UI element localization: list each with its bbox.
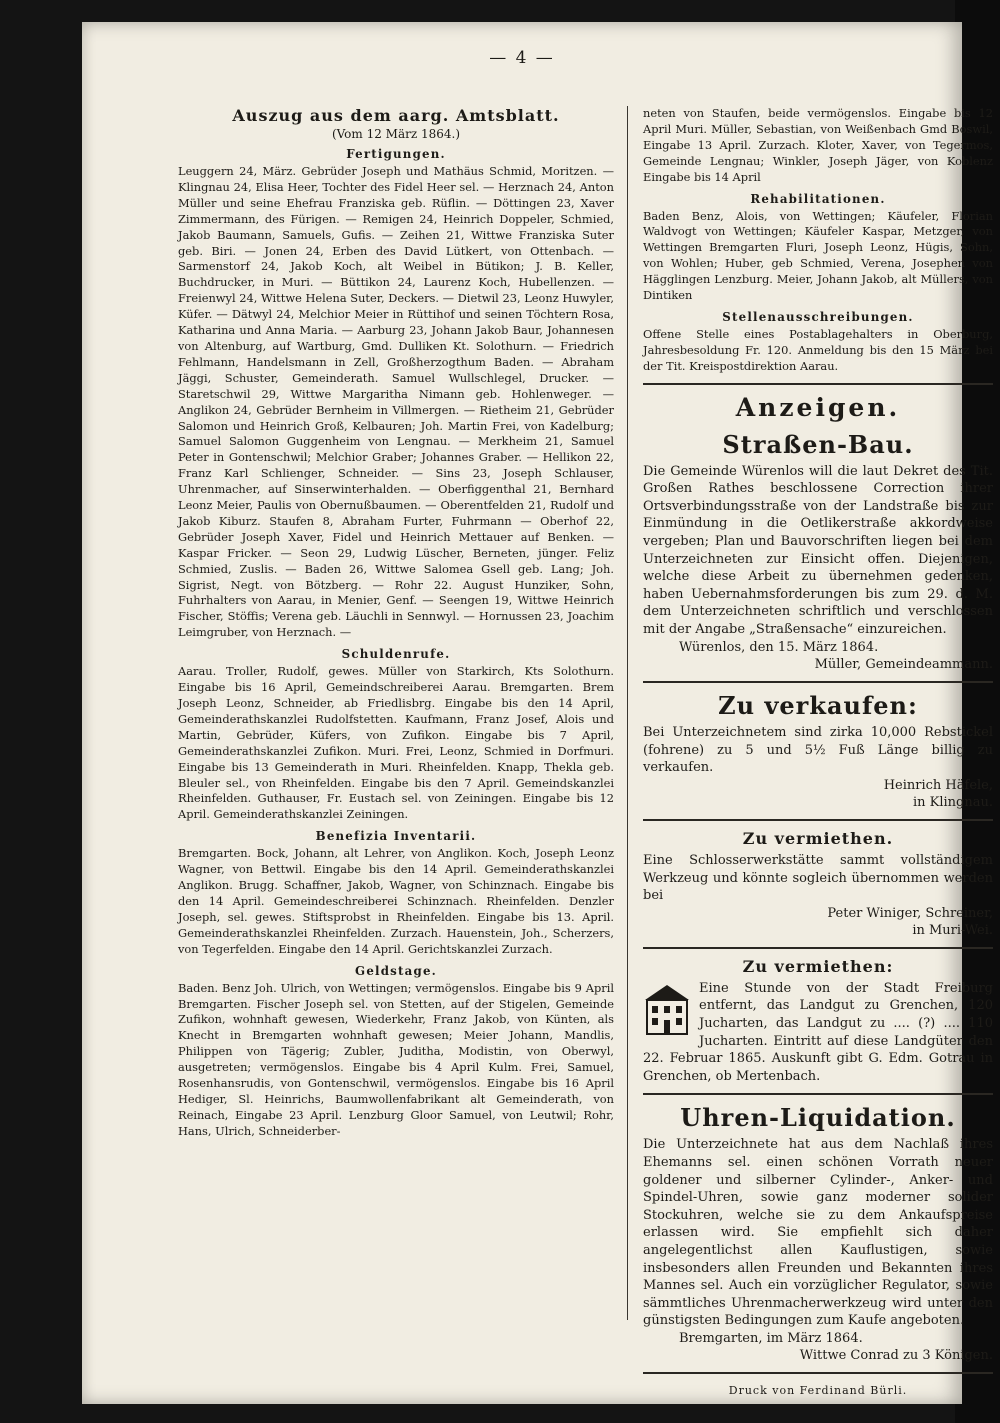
ad-strassenbau-text: Die Gemeinde Würenlos will die laut Dekret des Tit. Großen Rathes beschlossene Correction ihrer Ortsverbindungsstraße von der Landstraße bis zur Einmündung in die Oetlikerstraße akkordweise vergeben; Plan und Bauvorschriften liegen bei dem Unterzeichneten zur Einsicht offen. Diejenigen, welche diese Arbeit zu übernehmen gedenken, haben Uebernahmsforderungen bis zum 29. d. M. dem Unterzeichneten schriftlich und verschlossen mit der Angabe „Straßensache“ einzureichen. xyxy=(643,463,993,638)
ad-vermiethen2-body xyxy=(643,980,993,1086)
house-icon xyxy=(643,982,691,1036)
ad-strassenbau-signature: Müller, Gemeindeammann. xyxy=(814,657,993,673)
geldstage-text: Baden. Benz Joh. Ulrich, von Wettingen; vermögenslos. Eingabe bis 9 April Bremgarten. Fischer Joseph sel. von Stetten, auf der Stigelen, Gemeinde Zufikon, wohnhaft gewesen, Wiederkehr, Franz Jakob, von Künten, als Knecht in Bremgarten wohnhaft gewesen; Meier Johann, Mandlis, Philippen von Tägerig; Zubler, Juditha, Modistin, von Oberwyl, ausgetreten; vermögenslos. Eingabe bis 4 April Kulm. Frei, Samuel, Rosenhansrudis, von Gontenschwil, vermögenslos. Eingabe bis 16 April Hediger, Sl. Heinrichs, Baumwollenfabrikant alt Gemeinderath, von Reinach, Eingabe 23 April. Lenzburg Gloor Samuel, von Leutwil; Rohr, Hans, Ulrich, Schneiderber- xyxy=(178,980,614,1138)
ad-uhren-signature: Wittwe Conrad zu 3 Königen. xyxy=(799,1348,993,1364)
continued-text: neten von Staufen, beide vermögenslos. Eingabe bis 12 April Muri. Müller, Sebastian, von Weißenbach Gmd Boswil, Eingabe 13 April. Zurzach. Kloter, Xaver, von Tegermos, Gemeinde Lengnau; Winkler, Joseph Jäger, von Koblenz Eingabe bis 14 April xyxy=(643,106,993,184)
newspaper-page xyxy=(82,22,993,1404)
issue-date: (Vom 12 März 1864.) xyxy=(331,127,461,141)
heading-geldstage: Geldstage. xyxy=(355,963,437,978)
fertigungen-text: Leuggern 24, März. Gebrüder Joseph und Mathäus Schmid, Moritzen. — Klingnau 24, Elisa Heer, Tochter des Fidel Heer sel. — Herznach 24, Anton Müller und seine Ehefrau Franziska geb. Rüflin. — Döttingen 23, Xaver Zimmermann, des Fürigen. — Remigen 24, Heinrich Doppeler, Schmied, Jakob Baumann, Samuels, Gufis. — Zeihen 21, Wittwe Franziska Suter geb. Biri. — Jonen 24, Erben des David Lütkert, von Ottenbach. — Sarmenstorf 24, Jakob Koch, alt Weibel in Bütikon; J. B. Keller, Buchdrucker, in Muri. — Büttikon 24, Laurenz Koch, Hubellenzen. — Freienwyl 24, Wittwe Helena Suter, Deckers. — Dietwil 23, Leonz Huwyler, Küfer. — Dätwyl 24, Melchior Meier in Rüttihof und seinen Töchtern Rosa, Katharina und Anna Maria. — Aarburg 23, Johann Jakob Baur, Johannesen von Altenburg, auf Wartburg, Gmd. Dulliken Kt. Solothurn. — Friedrich Fehlmann, Handelsmann in Zell, Großherzogthum Baden. — Abraham Jäggi, Schuster, Gemeinderath. Samuel Wullschlegel, Drucker. — Staretschwil 29, Wittwe Margaritha Nimann geb. Hohlenweger. — Anglikon 24, Gebrüder Bernheim in Villmergen. — Rietheim 21, Gebrüder Salomon und Heinrich Groß, Kelbauren; Joh. Martin Frei, von Kadelburg; Samuel Salomon Guggenheim von Lengnau. — Merkheim 21, Samuel Peter in Gontenschwil; Melchior Graber; Johannes Graber. — Hellikon 22, Franz Karl Schlienger, Schneider. — Sins 23, Joseph Schlauser, Uhrenmacher, auf Sinserwinterhalden. — Oberfiggenthal 21, Bernhard Leonz Meier, Paulis von Obernußbaumen. — Oberentfelden 21, Rudolf und Jakob Kiburz. Staufen 8, Abraham Furter, Fuhrmann — Oberhof 22, Gebrüder Joseph Xaver, Fidel und Heinrich Mettauer auf Benken. — Kaspar Fricker. — Seon 29, Ludwig Lüscher, Berneten, jünger. Feliz Schmied, Zuslis. — Baden 26, Wittwe Salomea Gsell geb. Lang; Joh. Sigrist, Negt. von Bötzberg. — Rohr 22. August Hunziker, Sohn, Fuhrhalters von Aarau, in Menier, Genf. — Seengen 19, Wittwe Heinrich Fischer, Stöffis; Verena geb. Läuchli in Sennwyl. — Hornussen 23, Joachim Leimgruber, von Herznach. — xyxy=(178,164,614,640)
ads-section xyxy=(643,393,993,1398)
ad-verkaufen-title: Zu verkaufen: xyxy=(718,691,918,721)
ad-vermiethen1-signature-name: Peter Winiger, Schreiner, xyxy=(827,905,993,921)
ad-uhren-text: Die Unterzeichnete hat aus dem Nachlaß ihres Ehemanns sel. einen schönen Vorrath neuer goldener und silberner Cylinder-, Anker- und Spindel-Uhren, sowie ganz moderner solider Stockuhren, welche sie zu dem Ankaufspreise erlassen wird. Sie empfiehlt sich daher angelegentlichst allen Kauflustigen, sowie insbesonders allen Freunden und Bekannten ihres Mannes sel. Auch ein vorzüglicher Regulator, sowie sämmtliches Uhrenmacherwerkzeug wird unter den günstigsten Bedingungen zum Kaufe angeboten. xyxy=(643,1137,993,1329)
divider xyxy=(643,947,993,949)
heading-fertigungen: Fertigungen. xyxy=(346,147,446,161)
rehabilitationen-text: Baden Benz, Alois, von Wettingen; Käufeler, Florian Waldvogt von Wettingen; Käufeler Kaspar, Metzger, von Wettingen Bremgarten Fluri, Joseph Leonz, Hügis, Sohn, von Wohlen; Huber, geb Schmied, Verena, Josephen von Hägglingen Lenzburg. Meier, Johann Jakob, alt Müllers, von Dintiken xyxy=(643,208,993,303)
section-title-amtsblatt: Auszug aus dem aarg. Amtsblatt. xyxy=(232,106,560,125)
printer-imprint: Druck von Ferdinand Bürli. xyxy=(728,1384,908,1398)
benefizia-text: Bremgarten. Bock, Johann, alt Lehrer, von Anglikon. Koch, Joseph Leonz Wagner, von Bettwil. Eingabe bis den 14 April. Gemeinderathskanzlei Anglikon. Brugg. Schaffner, Jakob, Wagner, von Schinznach. Eingabe bis den 14 April. Gemeindeschreiberei Schinznach. Rheinfelden. Denzler Joseph, sel. gewes. Stiftsprobst in Rheinfelden. Eingabe bis 13. April. Gemeinderathskanzlei Rheinfelden. Zurzach. Hauenstein, Joh., Scherzers, von Tegerfelden. Eingabe den 14 April. Gerichtskanzlei Zurzach. xyxy=(178,846,614,956)
ad-strassenbau-place: Würenlos, den 15. März 1864. xyxy=(679,639,879,655)
ad-vermiethen2-text: Eine Stunde von der Stadt Freiburg entfernt, das Landgut zu Grenchen, 120 Jucharten, das Landgut zu .... (?) .... 110 Jucharten. Eintritt auf diese Landgüter den 22. Februar 1865. Auskunft gibt G. Edm. Gotrau in Grenchen, ob Mertenbach. xyxy=(643,980,993,1084)
schuldenrufe-text: Aarau. Troller, Rudolf, gewes. Müller von Starkirch, Kts Solothurn. Eingabe bis 16 April, Gemeindschreiberei Aarau. Bremgarten. Brem Joseph Leonz, Schneider, ab Friedlisbrg. Eingabe bis den 14 April, Gemeinderathskanzlei Rudolfstetten. Kaufmann, Franz Josef, Alois und Martin, Gebrüder, Küfers, von Zufikon. Eingabe bis 7 April, Gemeinderathskanzlei Zufikon. Muri. Frei, Leonz, Schmied in Dorfmuri. Eingabe bis 13 Gemeinderath in Muri. Rheinfelden. Knapp, Thekla geb. Bleuler sel., von Rheinfelden. Eingabe bis den 7 April. Gemeindskanzlei Rheinfelden. Guthauser, Fr. Eustach sel. von Zeiningen. Eingabe bis 12 April. Gemeinderathskanzlei Zeiningen. xyxy=(178,664,614,822)
ad-strassenbau-title: Straßen-Bau. xyxy=(722,429,914,459)
heading-stellenausschreibungen: Stellenausschreibungen. xyxy=(722,309,914,324)
ad-vermiethen1-title: Zu vermiethen. xyxy=(742,829,894,848)
ad-vermiethen2-title: Zu vermiethen: xyxy=(742,956,894,976)
divider xyxy=(643,383,993,385)
heading-rehabilitationen: Rehabilitationen. xyxy=(750,191,886,206)
heading-benefizia: Benefizia Inventarii. xyxy=(315,829,477,844)
heading-schuldenrufe: Schuldenrufe. xyxy=(341,647,451,662)
column-divider xyxy=(627,106,628,1320)
ad-vermiethen1-text: Eine Schlosserwerkstätte sammt vollständigem Werkzeug und könnte sogleich übernommen werden bei xyxy=(643,853,993,904)
divider xyxy=(643,681,993,683)
page-number: — 4 — xyxy=(489,48,555,68)
ad-uhren-place: Bremgarten, im März 1864. xyxy=(679,1330,863,1346)
ad-verkaufen-signature-place: in Klingnau. xyxy=(912,795,993,810)
ad-uhren-title: Uhren-Liquidation. xyxy=(680,1103,956,1133)
divider xyxy=(643,1093,993,1095)
ads-title: Anzeigen. xyxy=(735,392,901,422)
right-column xyxy=(643,106,993,1397)
divider xyxy=(643,819,993,821)
stellen-text: Offene Stelle eines Postablagehalters in Oberburg, Jahresbesoldung Fr. 120. Anmeldung bis den 15 März bei der Tit. Kreispostdirektion Aarau. xyxy=(643,326,993,373)
divider xyxy=(643,1372,993,1374)
ad-vermiethen1-signature-place: in Muri-Wei. xyxy=(912,922,993,938)
ad-verkaufen-signature-name: Heinrich Häfele, xyxy=(883,778,993,793)
ad-verkaufen-text: Bei Unterzeichnetem sind zirka 10,000 Rebstickel (fohrene) zu 5 und 5½ Fuß Länge billig zu verkaufen. xyxy=(643,725,993,776)
left-column xyxy=(178,106,614,1140)
